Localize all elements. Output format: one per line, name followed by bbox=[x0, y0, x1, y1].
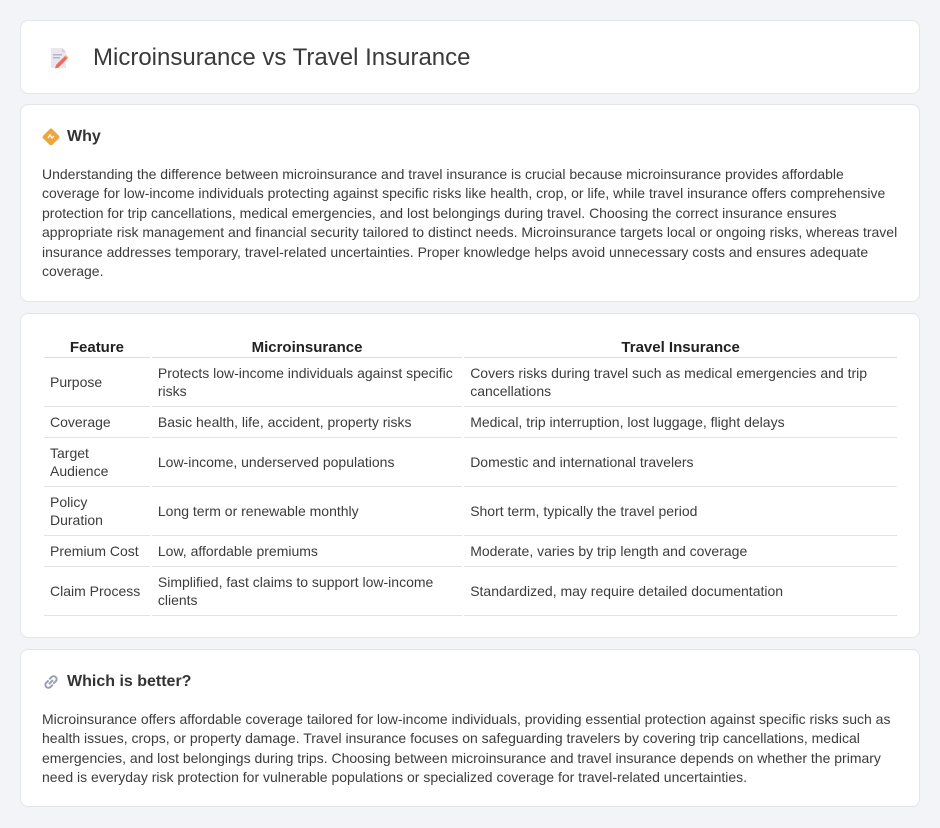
better-heading-label: Which is better? bbox=[67, 673, 192, 690]
table-row bbox=[44, 358, 897, 407]
why-heading bbox=[41, 127, 101, 147]
better-heading bbox=[41, 672, 191, 692]
header-card bbox=[20, 20, 920, 94]
table-cell-microinsurance: Low-income, underserved populations bbox=[152, 438, 462, 487]
table-cell-microinsurance: Simplified, fast claims to support low-income clients bbox=[152, 567, 462, 616]
table-row bbox=[44, 487, 897, 536]
table-row bbox=[44, 438, 897, 487]
comparison-table-card bbox=[20, 313, 920, 638]
why-text: Understanding the difference between microinsurance and travel insurance is crucial because microinsurance provides affordable coverage for low-income individuals protecting against specific risks like health, crop, or life, while travel insurance offers comprehensive protection for trip cancellations, medical emergencies, and lost belongings during travel. Choosing the correct insurance ensures appropriate risk management and financial security tailored to distinct needs. Microinsurance targets local or ongoing risks, whereas travel insurance addresses temporary, travel-related uncertainties. Proper knowledge helps avoid unnecessary costs and ensures adequate coverage. bbox=[42, 166, 898, 280]
table-cell-feature: Claim Process bbox=[44, 567, 150, 616]
diamond-sign-icon bbox=[41, 127, 61, 147]
table-header-travel-insurance: Travel Insurance bbox=[464, 335, 897, 358]
table-row bbox=[44, 536, 897, 567]
better-text: Microinsurance offers affordable coverage tailored for low-income individuals, providing essential protection against specific risks such as health issues, crops, or property damage. Travel insurance focuses on safeguarding travelers by covering trip cancellations, medical emergencies, and lost belongings during trips. Choosing between microinsurance and travel insurance depends on whether the primary need is everyday risk protection for vulnerable populations or specialized coverage for travel-related uncertainties. bbox=[42, 711, 891, 786]
which-is-better-section bbox=[20, 649, 920, 807]
comparison-table bbox=[42, 335, 899, 616]
table-header-microinsurance: Microinsurance bbox=[152, 335, 462, 358]
why-heading-label: Why bbox=[67, 128, 101, 145]
table-row bbox=[44, 567, 897, 616]
table-cell-microinsurance: Low, affordable premiums bbox=[152, 536, 462, 567]
why-section bbox=[20, 104, 920, 302]
page-title: Microinsurance vs Travel Insurance bbox=[93, 44, 471, 71]
table-cell-travel: Domestic and international travelers bbox=[464, 438, 897, 487]
table-cell-travel: Covers risks during travel such as medical emergencies and trip cancellations bbox=[464, 358, 897, 407]
table-cell-microinsurance: Long term or renewable monthly bbox=[152, 487, 462, 536]
table-cell-feature: Premium Cost bbox=[44, 536, 150, 567]
table-cell-feature: Target Audience bbox=[44, 438, 150, 487]
link-icon bbox=[41, 672, 61, 692]
table-cell-travel: Medical, trip interruption, lost luggage, flight delays bbox=[464, 407, 897, 438]
table-cell-travel: Moderate, varies by trip length and coverage bbox=[464, 536, 897, 567]
table-cell-microinsurance: Basic health, life, accident, property risks bbox=[152, 407, 462, 438]
table-row bbox=[44, 407, 897, 438]
table-header-feature: Feature bbox=[44, 335, 150, 358]
table-cell-feature: Coverage bbox=[44, 407, 150, 438]
document-pen-icon bbox=[47, 46, 71, 70]
table-cell-microinsurance: Protects low-income individuals against specific risks bbox=[152, 358, 462, 407]
table-cell-feature: Policy Duration bbox=[44, 487, 150, 536]
table-cell-travel: Standardized, may require detailed documentation bbox=[464, 567, 897, 616]
table-cell-travel: Short term, typically the travel period bbox=[464, 487, 897, 536]
table-cell-feature: Purpose bbox=[44, 358, 150, 407]
